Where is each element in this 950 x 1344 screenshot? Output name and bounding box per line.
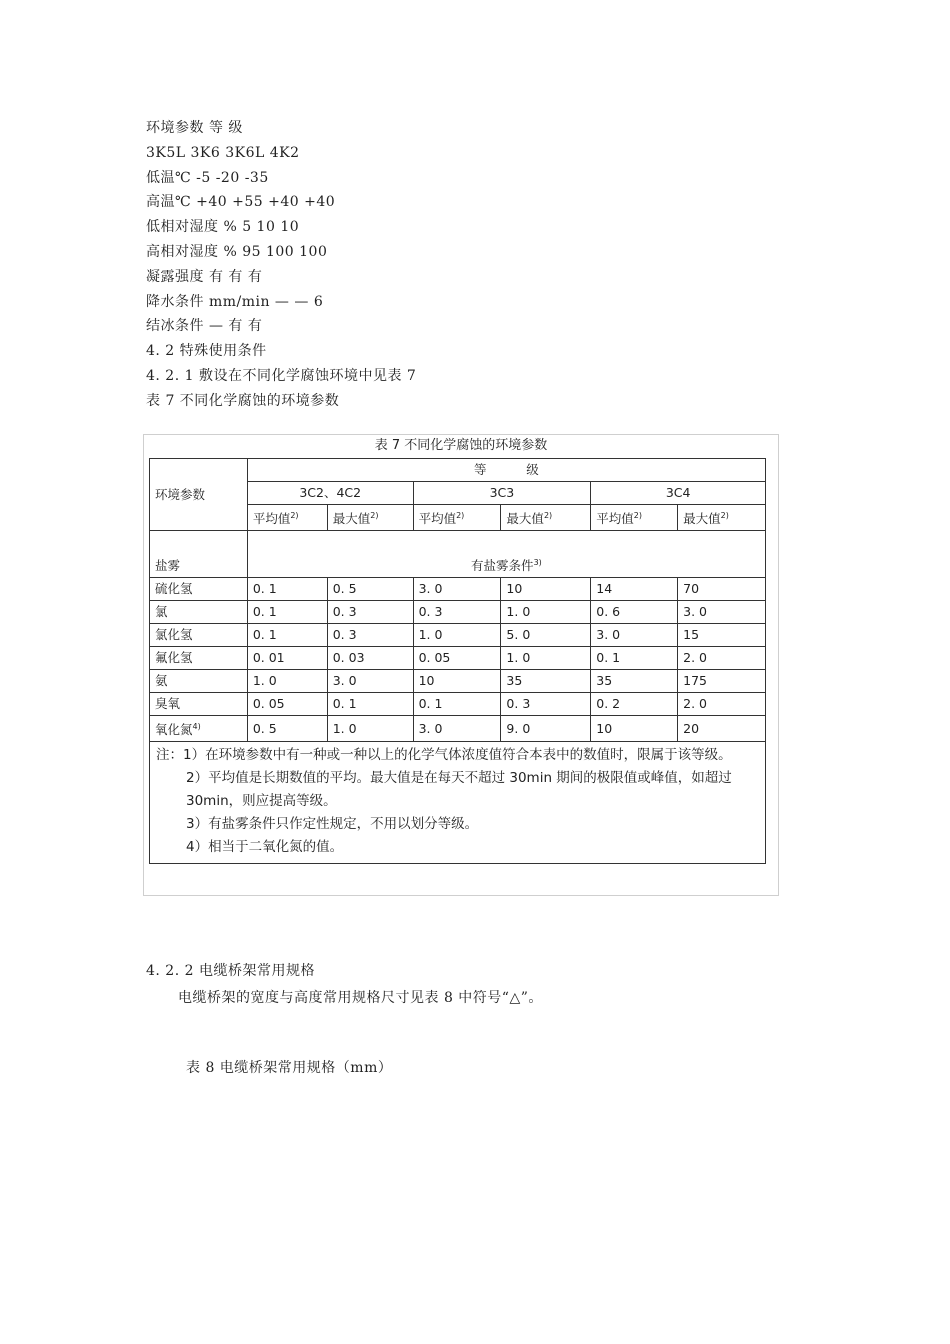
value-cell: 0. 3 [413, 601, 501, 624]
value-cell: 0. 1 [247, 624, 327, 647]
section-422-heading: 4. 2. 2 电缆桥架常用规格 [146, 963, 315, 979]
avg-header: 平均值$^{2)}$ [413, 505, 501, 531]
max-header: 最大值$^{2)}$ [501, 505, 591, 531]
value-cell: 0. 05 [413, 647, 501, 670]
note-4: 4）相当于二氧化氮的值。 [186, 839, 344, 856]
gas-name: 氯化氢 [150, 624, 248, 647]
table-row [150, 693, 766, 716]
table-row [150, 601, 766, 624]
note-2: 2）平均值是长期数值的平均。最大值是在每天不超过 30min 期间的极限值或峰值，如超过 30min，则应提高等级。 [186, 770, 732, 810]
intro-line: 高相对湿度 % 95 100 100 [146, 243, 328, 260]
avg-header: 平均值$^{2)}$ [247, 505, 327, 531]
value-cell: 1. 0 [413, 624, 501, 647]
table7 [149, 458, 766, 864]
max-header: 最大值$^{2)}$ [327, 505, 413, 531]
salt-label: 盐雾 [150, 531, 248, 578]
section-422-body: 电缆桥架的宽度与高度常用规格尺寸见表 8 中符号“△”。 [178, 990, 543, 1006]
value-cell: 0. 2 [591, 693, 678, 716]
table8-caption: 表 8 电缆桥架常用规格（mm） [186, 1060, 393, 1076]
value-cell: 15 [678, 624, 766, 647]
value-cell: 0. 1 [413, 693, 501, 716]
intro-line: 高温℃ +40 +55 +40 +40 [146, 194, 336, 211]
intro-line: 环境参数 等 级 [146, 120, 243, 136]
value-cell: 0. 1 [247, 578, 327, 601]
gas-name: 氨 [150, 670, 248, 693]
table-row [150, 624, 766, 647]
value-cell: 1. 0 [327, 716, 413, 742]
gas-name: 硫化氢 [150, 578, 248, 601]
note-1: 注：1）在环境参数中有一种或一种以上的化学气体浓度值符合本表中的数值时，限属于该等级。 [156, 747, 732, 764]
table-row [150, 578, 766, 601]
value-cell: 3. 0 [327, 670, 413, 693]
intro-line: 降水条件 mm/min — — 6 [146, 293, 324, 310]
value-cell: 3. 0 [413, 578, 501, 601]
section-heading: 4. 2 特殊使用条件 [146, 343, 267, 360]
max-header: 最大值$^{2)}$ [678, 505, 766, 531]
value-cell: 1. 0 [501, 601, 591, 624]
gas-name: 氧化氮$^{4)}$ [150, 716, 248, 742]
table7-notes [150, 742, 766, 864]
value-cell: 70 [678, 578, 766, 601]
value-cell: 2. 0 [678, 647, 766, 670]
group-header: 3C2、4C2 [247, 482, 413, 505]
value-cell: 0. 3 [327, 624, 413, 647]
salt-condition: 有盐雾条件$^{3)}$ [247, 531, 765, 578]
value-cell: 10 [591, 716, 678, 742]
value-cell: 9. 0 [501, 716, 591, 742]
gas-name: 氯 [150, 601, 248, 624]
value-cell: 0. 03 [327, 647, 413, 670]
value-cell: 14 [591, 578, 678, 601]
value-cell: 3. 0 [678, 601, 766, 624]
value-cell: 0. 01 [247, 647, 327, 670]
subsection-heading: 4. 2. 1 敷设在不同化学腐蚀环境中见表 7 [146, 367, 417, 384]
intro-line: 结冰条件 — 有 有 [146, 318, 263, 335]
intro-line: 凝露强度 有 有 有 [146, 268, 263, 285]
table-title: 表 7 不同化学腐蚀的环境参数 [146, 392, 340, 409]
value-cell: 0. 1 [591, 647, 678, 670]
gas-name: 臭氧 [150, 693, 248, 716]
value-cell: 0. 1 [327, 693, 413, 716]
group-header: 3C4 [591, 482, 766, 505]
value-cell: 0. 3 [327, 601, 413, 624]
value-cell: 0. 1 [247, 601, 327, 624]
table7-image [143, 434, 779, 896]
value-cell: 35 [501, 670, 591, 693]
value-cell: 0. 5 [327, 578, 413, 601]
value-cell: 1. 0 [247, 670, 327, 693]
table-row [150, 716, 766, 742]
group-header: 3C3 [413, 482, 591, 505]
intro-line: 低温℃ -5 -20 -35 [146, 169, 269, 186]
value-cell: 3. 0 [413, 716, 501, 742]
value-cell: 2. 0 [678, 693, 766, 716]
value-cell: 5. 0 [501, 624, 591, 647]
table-row [150, 647, 766, 670]
value-cell: 0. 5 [247, 716, 327, 742]
intro-lines [146, 116, 416, 414]
intro-line: 低相对湿度 % 5 10 10 [146, 219, 300, 236]
value-cell: 3. 0 [591, 624, 678, 647]
avg-header: 平均值$^{2)}$ [591, 505, 678, 531]
param-header: 环境参数 [150, 459, 248, 531]
gas-name: 氟化氢 [150, 647, 248, 670]
value-cell: 175 [678, 670, 766, 693]
value-cell: 20 [678, 716, 766, 742]
value-cell: 10 [501, 578, 591, 601]
note-3: 3）有盐雾条件只作定性规定，不用以划分等级。 [186, 816, 479, 833]
value-cell: 0. 05 [247, 693, 327, 716]
value-cell: 0. 3 [501, 693, 591, 716]
value-cell: 1. 0 [501, 647, 591, 670]
value-cell: 0. 6 [591, 601, 678, 624]
grade-header: 等 级 [247, 459, 765, 482]
intro-line: 3K5L 3K6 3K6L 4K2 [146, 144, 300, 161]
table-row [150, 670, 766, 693]
value-cell: 10 [413, 670, 501, 693]
value-cell: 35 [591, 670, 678, 693]
table7-caption: 表 7 不同化学腐蚀的环境参数 [374, 438, 548, 453]
